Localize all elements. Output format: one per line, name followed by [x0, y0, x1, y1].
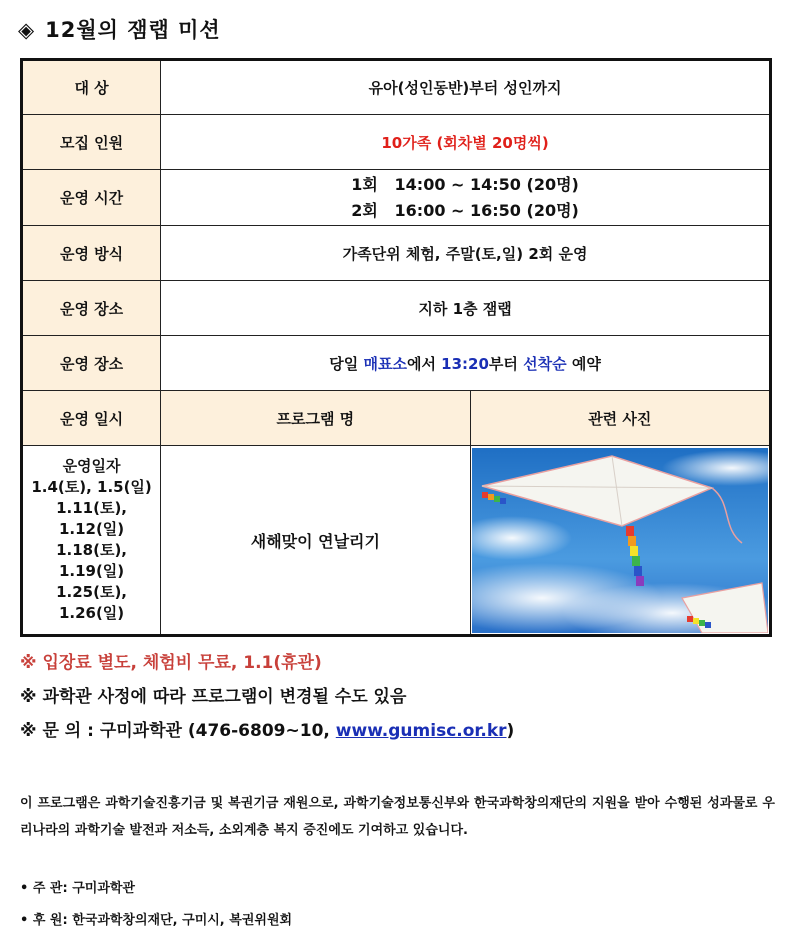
col-header-photo: 관련 사진: [470, 391, 770, 446]
table-row: [22, 446, 771, 636]
text-segment: 당일: [329, 354, 364, 373]
date-item: 1.4(토), 1.5(일): [31, 478, 152, 496]
table-row: [22, 391, 771, 446]
note-fee: ※ 입장료 별도, 체험비 무료, 1.1(휴관): [20, 653, 322, 673]
date-item: 1.25(토), 1.26(일): [56, 583, 128, 622]
date-item: 1.11(토), 1.12(일): [56, 499, 128, 538]
session-2: 2회 16:00 ~ 16:50 (20명): [351, 200, 579, 220]
sponsor-list: [20, 878, 292, 942]
text-segment: 부터: [488, 354, 524, 373]
page-title: [18, 14, 221, 44]
row-label: 모집 인원: [22, 115, 161, 170]
title-text: 12월의 잼랩 미션: [45, 18, 221, 42]
row-value: 유아(성인동반)부터 성인까지: [161, 60, 771, 115]
table-row: [22, 60, 771, 115]
col-header-program: 프로그램 명: [161, 391, 470, 446]
photo-cell: [470, 446, 770, 636]
row-label: 대 상: [22, 60, 161, 115]
row-value: 가족단위 체험, 주말(토,일) 2회 운영: [161, 226, 771, 281]
table-row: [22, 170, 771, 226]
contact-text: ※ 문 의 : 구미과학관 (476-6809~10,: [20, 721, 336, 741]
note-change: ※ 과학관 사정에 따라 프로그램이 변경될 수도 있음: [20, 687, 407, 707]
row-value: [161, 336, 771, 391]
notes: [20, 650, 514, 752]
table-row: [22, 336, 771, 391]
table-row: [22, 281, 771, 336]
funding-paragraph: 이 프로그램은 과학기술진흥기금 및 복권기금 재원으로, 과학기술정보통신부와 한국과학창의재단의 지원을 받아 수행된 성과물로 우리나라의 과학기술 발전과 저소득, 소외계층 복지 증진에도 기여하고 있습니다.: [20, 796, 775, 838]
program-name: 새해맞이 연날리기: [161, 446, 470, 636]
highlight-ticket-office: 매표소: [363, 354, 407, 373]
highlight-time: 13:20: [441, 354, 489, 373]
diamond-icon: ◈: [18, 18, 36, 42]
sponsors: • 후 원: 한국과학창의재단, 구미시, 복권위원회: [20, 913, 293, 928]
row-label: 운영 방식: [22, 226, 161, 281]
table-row: [22, 226, 771, 281]
dates-cell: [22, 446, 161, 636]
text-segment: 예약: [566, 354, 601, 373]
row-value: [161, 170, 771, 226]
note-contact: [20, 718, 514, 752]
text-segment: 에서: [406, 354, 442, 373]
contact-text-end: ): [506, 721, 515, 741]
kite-photo-icon: [472, 448, 768, 633]
info-table: [20, 58, 772, 637]
website-link[interactable]: www.gumisc.or.kr: [335, 721, 507, 741]
row-value: 지하 1층 잼랩: [161, 281, 771, 336]
table-row: [22, 115, 771, 170]
dates-title: 운영일자: [62, 457, 121, 475]
row-label: 운영 장소: [22, 336, 161, 391]
date-item: 1.18(토), 1.19(일): [56, 541, 128, 580]
row-value: 10가족 (회차별 20명씩): [161, 115, 771, 170]
organizer: • 주 관: 구미과학관: [20, 881, 135, 896]
row-label: 운영 장소: [22, 281, 161, 336]
row-label: 운영 일시: [22, 391, 161, 446]
session-1: 1회 14:00 ~ 14:50 (20명): [351, 174, 579, 194]
highlight-first-come: 선착순: [523, 354, 567, 373]
row-label: 운영 시간: [22, 170, 161, 226]
